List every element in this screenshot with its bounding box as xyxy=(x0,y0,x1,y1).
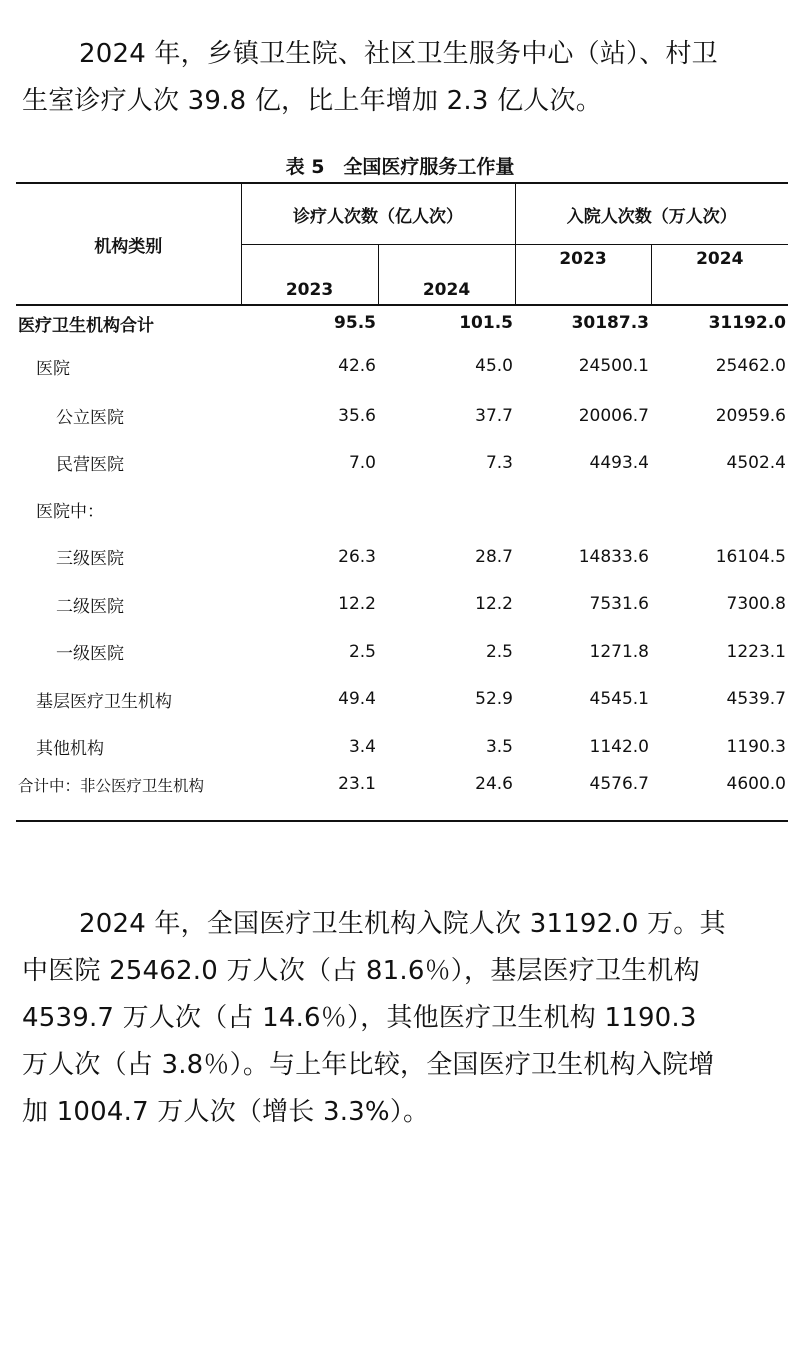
cell-visits-2024 xyxy=(378,486,515,533)
cell-visits-2024: 12.2 xyxy=(475,594,513,614)
row-category: 基层医疗卫生机构 xyxy=(36,691,172,712)
cell-visits-2023: 3.4 xyxy=(348,736,376,757)
cell-visits-2024: 24.6 xyxy=(475,774,513,794)
cell-visits-2023: 23.1 xyxy=(338,774,376,794)
row-category: 三级医院 xyxy=(56,549,124,569)
row-category: 合计中：非公医疗卫生机构 xyxy=(18,777,205,795)
cell-admissions-2024 xyxy=(651,486,788,533)
cell-admissions-2024: 16104.5 xyxy=(715,546,786,567)
cell-admissions-2024: 25462.0 xyxy=(715,356,786,376)
header-admissions-group: 入院人次数（万人次） xyxy=(515,183,788,245)
cell-admissions-2023 xyxy=(515,486,651,533)
cell-visits-2023: 35.6 xyxy=(338,405,376,426)
table-row xyxy=(16,340,788,392)
cell-admissions-2023: 20006.7 xyxy=(578,405,649,426)
cell-visits-2023: 95.5 xyxy=(334,313,376,333)
table-row xyxy=(16,533,788,580)
table-header-row xyxy=(16,183,788,245)
cell-visits-2024: 45.0 xyxy=(475,356,513,376)
cell-admissions-2024: 1190.3 xyxy=(726,736,786,757)
table-row xyxy=(16,723,788,770)
cell-admissions-2024: 20959.6 xyxy=(715,405,786,426)
cell-visits-2023: 49.4 xyxy=(338,689,376,709)
cell-admissions-2023: 24500.1 xyxy=(578,356,649,376)
cell-visits-2024: 3.5 xyxy=(485,736,513,757)
outro-line: 加 1004.7 万人次（增长 3.3%）。 xyxy=(22,1097,430,1127)
cell-admissions-2023: 30187.3 xyxy=(571,313,649,333)
cell-visits-2024: 52.9 xyxy=(475,689,513,709)
table-row xyxy=(16,439,788,486)
cell-visits-2023: 12.2 xyxy=(338,594,376,614)
cell-visits-2023: 42.6 xyxy=(338,356,376,376)
row-category: 民营医院 xyxy=(56,455,124,475)
row-category: 医院中： xyxy=(36,502,104,522)
cell-admissions-2023: 7531.6 xyxy=(589,594,649,614)
row-category: 二级医院 xyxy=(56,596,124,617)
cell-visits-2023: 7.0 xyxy=(348,452,376,473)
cell-admissions-2023: 4576.7 xyxy=(589,774,649,794)
header-year: 2024 xyxy=(378,245,515,306)
cell-admissions-2024: 4502.4 xyxy=(726,452,786,473)
table-row xyxy=(16,675,788,723)
cell-admissions-2023: 1142.0 xyxy=(589,736,649,757)
table-row xyxy=(16,580,788,628)
cell-visits-2024: 101.5 xyxy=(459,313,513,333)
outro-line: 万人次（占 3.8％）。与上年比较，全国医疗卫生机构入院增 xyxy=(22,1050,715,1080)
outro-line: 中医院 25462.0 万人次（占 81.6％），基层医疗卫生机构 xyxy=(22,956,700,986)
cell-admissions-2024: 31192.0 xyxy=(708,313,786,333)
outro-paragraph xyxy=(22,901,784,1136)
cell-admissions-2023: 4493.4 xyxy=(589,452,649,473)
outro-line: 4539.7 万人次（占 14.6％），其他医疗卫生机构 1190.3 xyxy=(22,1003,697,1033)
header-year: 2024 xyxy=(651,245,788,306)
cell-visits-2024: 28.7 xyxy=(475,546,513,567)
row-category: 一级医院 xyxy=(56,644,124,664)
cell-visits-2023: 26.3 xyxy=(338,546,376,567)
workload-table xyxy=(16,182,788,822)
cell-visits-2024: 2.5 xyxy=(485,641,513,662)
cell-admissions-2023: 1271.8 xyxy=(589,641,649,662)
outro-line: 2024 年，全国医疗卫生机构入院人次 31192.0 万。其 xyxy=(79,909,726,939)
header-category: 机构类别 xyxy=(16,183,241,305)
intro-line: 生室诊疗人次 39.8 亿，比上年增加 2.3 亿人次。 xyxy=(22,86,602,116)
cell-visits-2024: 7.3 xyxy=(485,452,513,473)
cell-visits-2023 xyxy=(241,486,378,533)
cell-admissions-2023: 14833.6 xyxy=(578,546,649,567)
table-row xyxy=(16,305,788,340)
cell-admissions-2023: 4545.1 xyxy=(589,689,649,709)
cell-admissions-2024: 4600.0 xyxy=(726,774,786,794)
row-category: 其他机构 xyxy=(36,739,104,759)
table-row xyxy=(16,770,788,821)
header-visits-group: 诊疗人次数（亿人次） xyxy=(241,183,515,245)
table-row xyxy=(16,392,788,439)
cell-visits-2023: 2.5 xyxy=(348,641,376,662)
cell-admissions-2024: 4539.7 xyxy=(726,689,786,709)
intro-line: 2024 年，乡镇卫生院、社区卫生服务中心（站）、村卫 xyxy=(79,39,718,69)
row-category: 医疗卫生机构合计 xyxy=(18,315,154,336)
cell-admissions-2024: 7300.8 xyxy=(726,594,786,614)
table-title: 表 5 全国医疗服务工作量 xyxy=(285,156,515,178)
intro-paragraph xyxy=(22,31,784,125)
header-year: 2023 xyxy=(241,245,378,306)
cell-visits-2024: 37.7 xyxy=(475,405,513,426)
header-year: 2023 xyxy=(515,245,651,306)
row-category: 公立医院 xyxy=(56,408,124,428)
row-category: 医院 xyxy=(36,358,70,379)
table-row xyxy=(16,628,788,675)
cell-admissions-2024: 1223.1 xyxy=(726,641,786,662)
table-row xyxy=(16,486,788,533)
